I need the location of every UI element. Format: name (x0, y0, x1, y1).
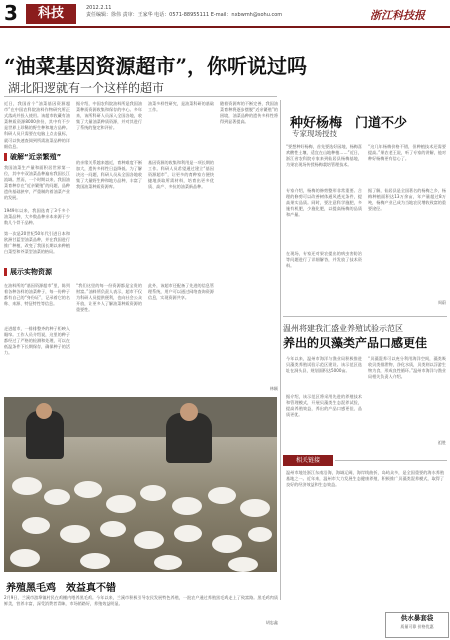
chicken (44, 489, 70, 505)
subheading-exhibit: 展示实物资源 (4, 268, 52, 276)
right-bottom-paragraph-2: 据介绍，该示范区将采用先进的养殖技术和管理模式，开展贝藻类生态混养试验，提高养殖效益，养出的产品口感更佳、品质更优。 (286, 394, 362, 418)
ad-text: 质量可靠 价格优惠 (400, 624, 434, 629)
photo-caption-text: 2月9日，兰溪市游埠镇村民在鸡棚内喂养黑毛鸡。今年以来，兰溪市积极引导农民发展特色养殖，一批农户通过养殖黑毛鸡走上了致富路。黑毛鸡肉质鲜美，营养丰富，深受消费者青睐，市场销路好，养殖效益明显。 (4, 595, 278, 607)
main-paragraph-9: 随着资源库的不断完善，我国油菜育种将逐步摆脱“近亲繁殖”的困境，油菜品种的遗传多样性将得到显著提高。 (220, 101, 278, 125)
main-paragraph-13: 此外，该超市还配备了先进的信息管理系统，用户可以通过网络查询资源信息，实现资源共享。 (148, 283, 214, 301)
chicken (140, 485, 166, 501)
page-number: 3 (4, 1, 18, 25)
newspaper-logo: 浙江科技报 (370, 9, 425, 22)
issue-date: 2012.2.11 (86, 5, 112, 11)
advertisement (385, 612, 449, 638)
main-paragraph-10: 在油料所的“基因资源超市”里，陈列着各种各样的油菜种子，每一份种子都有自己的“身份证”，记录着它的名称、来源、特征特性等信息。 (4, 283, 70, 307)
photo-caption-author: 胡忠鑫 (265, 620, 278, 625)
farm-photo (4, 397, 277, 572)
related-link-rule (335, 460, 447, 461)
chicken (228, 557, 258, 572)
right-paragraph-1: “要想种好杨梅，首先要选好园地，杨梅喜欢酸性土壤，适宜在山地种植……”近日，浙江省农科院专家来到仙居县杨梅基地，为果农现场传授杨梅栽培管理技术。 (286, 144, 362, 168)
right-article-title: 种好杨梅 门道不少 (290, 116, 408, 131)
related-link-label: 相关链接 (283, 455, 333, 466)
main-paragraph-3: 油菜多样性研究，是油菜科研的基础工作。 (148, 101, 214, 113)
main-paragraph-5: 1949年以来，我国选育了3千多个油菜品种，大多数品种亲本来源于少数几个骨干品种。 (4, 208, 70, 226)
main-paragraph-6: 第一次是20世纪50年代引进日本和欧洲甘蓝型油菜品种，并在我国进行推广种植，改变了我国长期以来种植白菜型和芥菜型油菜的格局。 (4, 231, 70, 255)
person-left-head (36, 403, 52, 419)
right-article-subtitle: 专家现场授技 (292, 129, 337, 138)
right-section-rule (283, 316, 447, 317)
main-paragraph-11: 走进超市，一排排整齐的种子柜映入眼帘。工作人员介绍说，这里的种子都经过了严格的检测和处理，可以在低温条件下长期保存，确保种子的活力。 (4, 326, 70, 356)
right-paragraph-5: 在现场，专家还对果农提出的病虫害防治等问题进行了详细解答，并发放了技术资料。 (286, 251, 362, 269)
chicken (10, 549, 40, 567)
person-right-head (180, 403, 198, 421)
main-subhead: 湖北阳逻就有一个这样的超市 (8, 81, 165, 95)
right-article-author: 周蔚 (437, 300, 446, 305)
ad-title: 供水暴套袋 (400, 614, 434, 622)
chicken (80, 553, 110, 569)
related-link-text: 温州市地处浙江东南沿海，海域辽阔，海岸线曲折，岛屿众多，是全国重要的海水养殖基地之一。近年来，温州市大力发展生态健康养殖，积极推广贝藻类混养模式，取得了良好的经济效益和生态效益。 (286, 470, 444, 488)
headline-rule (4, 96, 277, 97)
main-author: 林颖 (269, 386, 278, 391)
chicken (22, 517, 50, 534)
main-paragraph-4: 我国油菜生产量和面积居世界第一位，其中中双油菜品种遍布我国长江流域。然而，一个时期以来，我国油菜育种存在“近亲繁殖”的问题，品种遗传基础狭窄，严重制约着油菜产业的发展。 (4, 165, 70, 201)
right-paragraph-3: “这几年杨梅价格不错，但种植技术还需要提高。”果农老王说，听了专家的讲解，他对种好杨梅更有信心了。 (368, 144, 446, 162)
chicken (174, 525, 202, 542)
chicken (74, 481, 102, 498)
main-paragraph-1: 近日，我国首个“油菜基因资源超市”在中国农科院油料作物研究所正式落成并投入使用。该超市收藏有油菜种质资源8000余份，其中有不少是世界上珍稀的野生种和地方品种。科研人员只需要在电脑上点击鼠标，就可以快速查阅到所需油菜品种的详细信息。 (4, 101, 70, 149)
main-paragraph-8: 基因资源的收集和利用是一项长期的工作。科研人员希望通过建立“基因资源超市”，让更多的育种家方便快捷地获取所需材料，培育出更多优质、高产、多抗的油菜新品种。 (148, 160, 214, 190)
chicken (154, 555, 182, 570)
chicken (172, 497, 202, 515)
chicken (212, 535, 242, 553)
right-bottom-paragraph-3: “贝藻混养可以充分利用海洋空间，藻类吸收贝类排泄物，净化水质，贝类则以浮游生物为食，形成良性循环。”温州市海洋与渔业局相关负责人介绍。 (368, 356, 446, 380)
right-bottom-paragraph-1: 今年以来，温州市海洋与渔业局积极推进贝藻类养殖试验示范区建设。该示范区选址在洞头县，规划面积达5000亩。 (286, 356, 362, 374)
main-headline: “油菜基因资源超市”，你听说过吗 (4, 54, 308, 78)
masthead-rule (0, 26, 450, 28)
column-divider (280, 100, 281, 600)
photo-caption-title: 养殖黑毛鸡 效益真不错 (6, 583, 116, 594)
editor-line: 责任编辑：徐伟 责审：王家华 电话：0571-88955111 E-mail：nxbwmh@sohu.com (86, 12, 283, 18)
right-bottom-kicker: 温州将建我汇盛业养殖试验示范区 (283, 324, 403, 333)
chicken (248, 527, 272, 542)
chicken (60, 525, 90, 543)
chicken (208, 487, 236, 504)
main-paragraph-12: “我们这里的每一份资源都是宝贵的财富。”油料所负责人表示，超市不仅为科研人员提供便利，也向社会公众开放，让更多人了解油菜种质资源的重要性。 (76, 283, 142, 313)
main-paragraph-7: 的亲缘关系越来越近，育种难度不断加大，遗传多样性日益降低。为了解决这一问题，科研人员从全国各地收集了大量野生种和地方品种，丰富了我国油菜种质资源库。 (76, 160, 142, 190)
subheading-inbreeding: 破解“近亲繁殖” (4, 153, 61, 161)
chicken (240, 499, 270, 517)
chicken (134, 531, 164, 549)
chicken (100, 521, 126, 537)
chicken (12, 477, 42, 495)
section-name: 科技 (26, 4, 76, 24)
right-paragraph-4: 据了解，仙居县是全国著名的杨梅之乡，杨梅种植面积达13万余亩，年产量超过8万吨，杨梅产业已成为当地农民增收致富的重要途径。 (368, 188, 446, 212)
chicken (106, 495, 136, 513)
right-bottom-title: 养出的贝藻类产品口感更佳 (283, 336, 428, 350)
right-bottom-author: 祖胜 (437, 440, 446, 445)
right-paragraph-2: 专家介绍，杨梅的修剪整形非常重要。合理的修剪可以改善树体通风透光条件，提高果实品质。同时，要注意科学施肥，多施有机肥，少施化肥，以提高杨梅的品质和产量。 (286, 188, 362, 218)
main-paragraph-2: 据介绍，中国农科院油料所是我国油菜种质资源收集和保存的中心。多年来，该所科研人员深入全国各地，收集了大量油菜种质资源，并对其进行了系统的鉴定和评价。 (76, 101, 142, 131)
